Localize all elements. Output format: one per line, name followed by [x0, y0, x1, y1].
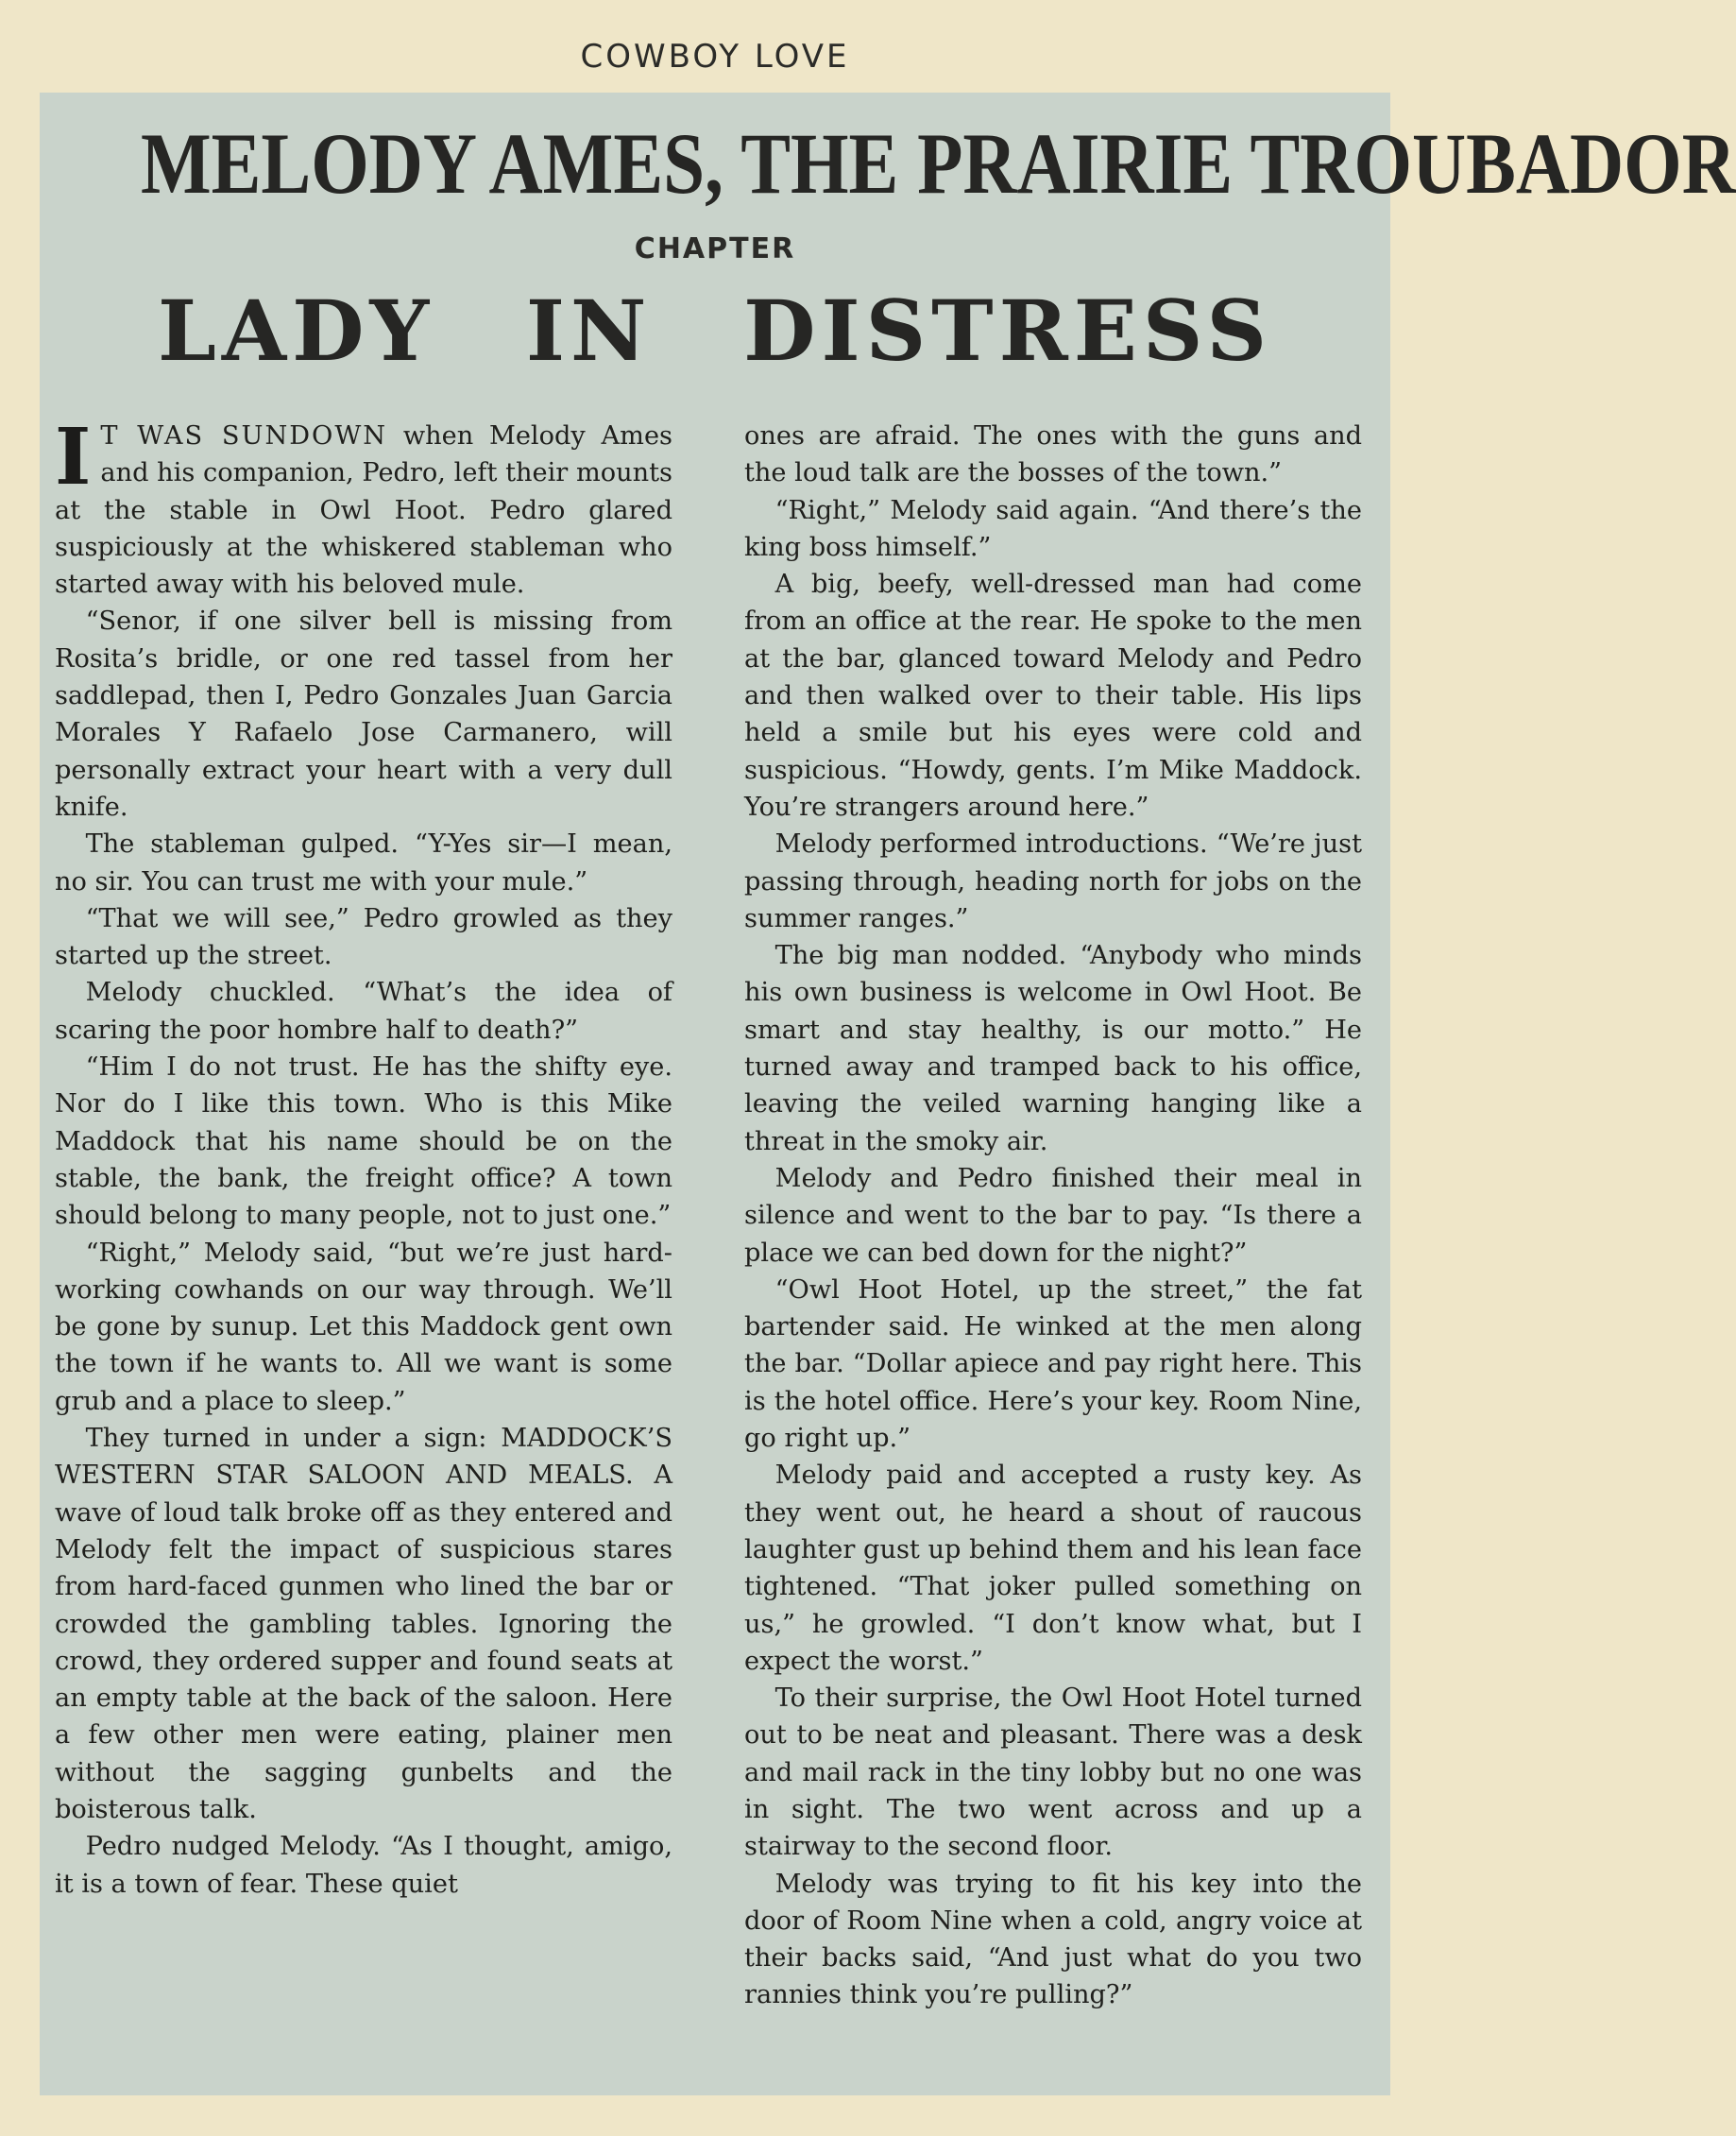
paragraph: “Senor, if one silver bell is missing from Rosita’s bridle, or one red tassel from her saddlepad, then I, Pedro Gonzales Juan Garcia Morales Y Rafaelo Jose Carmanero, will personally extract your heart with a very dull knife.: [55, 607, 672, 822]
right-column: [744, 418, 1362, 2014]
drop-cap: I: [55, 412, 92, 503]
left-column: [55, 412, 672, 1903]
paragraph: ones are afraid. The ones with the guns and the loud talk are the bosses of the town.”: [744, 421, 1362, 488]
paragraph: Pedro nudged Melody. “As I thought, amigo, it is a town of fear. These quiet: [55, 1832, 672, 1899]
paragraph: Melody and Pedro finished their meal in silence and went to the bar to pay. “Is there a place we can bed down for the night?”: [744, 1163, 1362, 1268]
paragraph: Melody chuckled. “What’s the idea of scaring the poor hombre half to death?”: [55, 978, 672, 1045]
chapter-label: CHAPTER: [634, 232, 796, 265]
paragraph: The big man nodded. “Anybody who minds his own business is welcome in Owl Hoot. Be smart and stay healthy, is our motto.” He turned away and tramped back to his office, leaving the veiled warning hanging like a threat in the smoky air.: [744, 941, 1362, 1156]
paragraph-text: when Melody Ames and his companion, Pedro, left their mounts at the stable in Owl Hoot. Pedro glared suspiciously at the whiskered stableman who started away with his beloved mule.: [55, 421, 672, 600]
paragraph: “Owl Hoot Hotel, up the street,” the fat bartender said. He winked at the men along the bar. “Dollar apiece and pay right here. This is the hotel office. Here’s your key. Room Nine, go right up.”: [744, 1274, 1362, 1454]
running-head: COWBOY LOVE: [580, 38, 850, 76]
article-columns: [55, 412, 1368, 2061]
series-title: MELODY AMES, THE PRAIRIE TROUBADOR: [140, 115, 1736, 212]
paragraph: “Right,” Melody said again. “And there’s the king boss himself.”: [744, 495, 1362, 562]
paragraph: “Him I do not trust. He has the shifty eye. Nor do I like this town. Who is this Mike Maddock that his name should be on the stable, the bank, the freight office? A town should belong to many people, not to just one.”: [55, 1052, 672, 1231]
paragraph: Melody was trying to fit his key into the door of Room Nine when a cold, angry voice at their backs said, “And just what do you two rannies think you’re pulling?”: [744, 1869, 1362, 2010]
paragraph: Melody performed introductions. “We’re just passing through, heading north for jobs on the summer ranges.”: [744, 829, 1362, 933]
opening-paragraph: [55, 412, 672, 603]
paragraph: “That we will see,” Pedro growled as they started up the street.: [55, 903, 672, 971]
lead-in: T WAS SUNDOWN: [100, 421, 388, 451]
paragraph: A big, beefy, well-dressed man had come from an office at the rear. He spoke to the men at the bar, glanced toward Melody and Pedro and then walked over to their table. His lips held a smile but his eyes were cold and suspicious. “Howdy, gents. I’m Mike Maddock. You’re strangers around here.”: [744, 570, 1362, 822]
paragraph: The stableman gulped. “Y-Yes sir—I mean, no sir. You can trust me with your mule.”: [55, 829, 672, 897]
paragraph: “Right,” Melody said, “but we’re just hard-working cowhands on our way through. We’ll be gone by sunup. Let this Maddock gent own the town if he wants to. All we want is some grub and a place to sleep.”: [55, 1238, 672, 1416]
paragraph: They turned in under a sign: MADDOCK’S WESTERN STAR SALOON AND MEALS. A wave of loud talk broke off as they entered and Melody felt the impact of suspicious stares from hard-faced gunmen who lined the bar or crowded the gambling tables. Ignoring the crowd, they ordered supper and found seats at an empty table at the back of the saloon. Here a few other men were eating, plainer men without the sagging gunbelts and the boisterous talk.: [55, 1424, 672, 1824]
paragraph: Melody paid and accepted a rusty key. As they went out, he heard a shout of raucous laughter gust up behind them and his lean face tightened. “That joker pulled something on us,” he growled. “I don’t know what, but I expect the worst.”: [744, 1461, 1362, 1676]
paragraph: To their surprise, the Owl Hoot Hotel turned out to be neat and pleasant. There was a desk and mail rack in the tiny lobby but no one was in sight. The two went across and up a stairway to the second floor.: [744, 1683, 1362, 1862]
chapter-title: LADY IN DISTRESS: [157, 282, 1273, 380]
